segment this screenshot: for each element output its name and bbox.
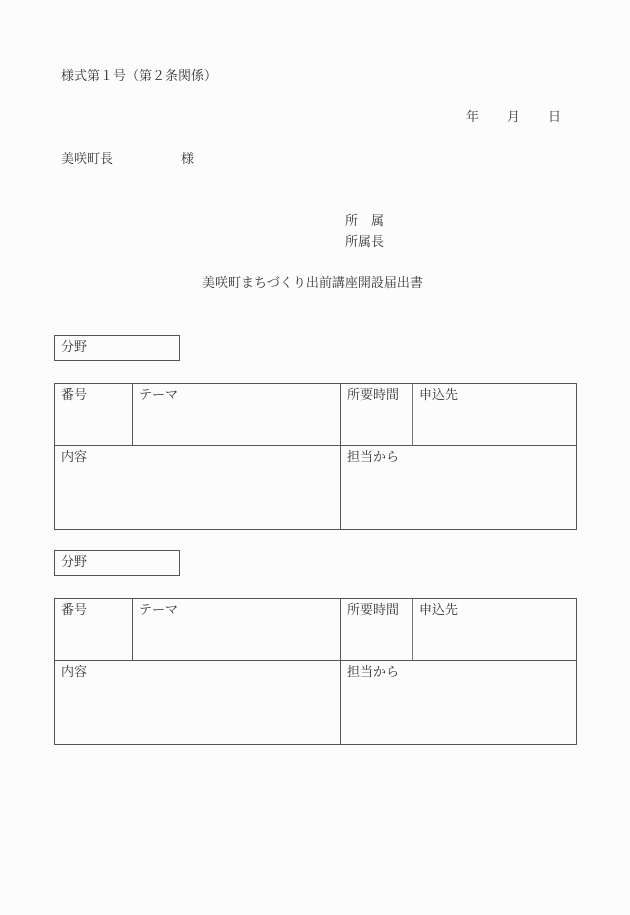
field-category-box[interactable] [54, 335, 180, 361]
date-line [466, 110, 561, 126]
theme-cell[interactable] [133, 599, 341, 661]
form-number: 様式第１号（第２条関係） [61, 69, 218, 84]
apply-to-label: 申込先 [419, 388, 459, 403]
apply-to-label: 申込先 [419, 603, 459, 618]
theme-label: テーマ [139, 603, 179, 618]
content-label: 内容 [61, 450, 88, 465]
duration-cell[interactable] [341, 599, 413, 661]
lecture-entry-table [54, 598, 577, 745]
date-day-label: 日 [548, 110, 562, 125]
field-category-label: 分野 [61, 555, 88, 570]
affiliation-label: 所 属 [345, 214, 385, 229]
affiliation-head-label: 所属長 [345, 235, 385, 250]
content-label: 内容 [61, 665, 88, 680]
number-label: 番号 [61, 388, 88, 403]
date-year-label: 年 [466, 110, 480, 125]
addressee-recipient: 美咲町長 [61, 152, 114, 167]
from-staff-label: 担当から [347, 450, 400, 465]
number-cell[interactable] [55, 384, 133, 446]
lecture-entry-table [54, 383, 577, 530]
apply-to-cell[interactable] [413, 384, 576, 446]
duration-label: 所要時間 [347, 603, 400, 618]
duration-cell[interactable] [341, 384, 413, 446]
content-cell[interactable] [55, 661, 341, 744]
theme-label: テーマ [139, 388, 179, 403]
addressee-honorific: 様 [181, 152, 195, 167]
from-staff-label: 担当から [347, 665, 400, 680]
number-cell[interactable] [55, 599, 133, 661]
field-category-box[interactable] [54, 550, 180, 576]
theme-cell[interactable] [133, 384, 341, 446]
field-category-label: 分野 [61, 340, 88, 355]
from-staff-cell[interactable] [341, 661, 576, 744]
date-month-label: 月 [507, 110, 521, 125]
from-staff-cell[interactable] [341, 446, 576, 529]
number-label: 番号 [61, 603, 88, 618]
duration-label: 所要時間 [347, 388, 400, 403]
content-cell[interactable] [55, 446, 341, 529]
document-title: 美咲町まちづくり出前講座開設届出書 [202, 276, 423, 291]
apply-to-cell[interactable] [413, 599, 576, 661]
addressee [61, 152, 194, 168]
